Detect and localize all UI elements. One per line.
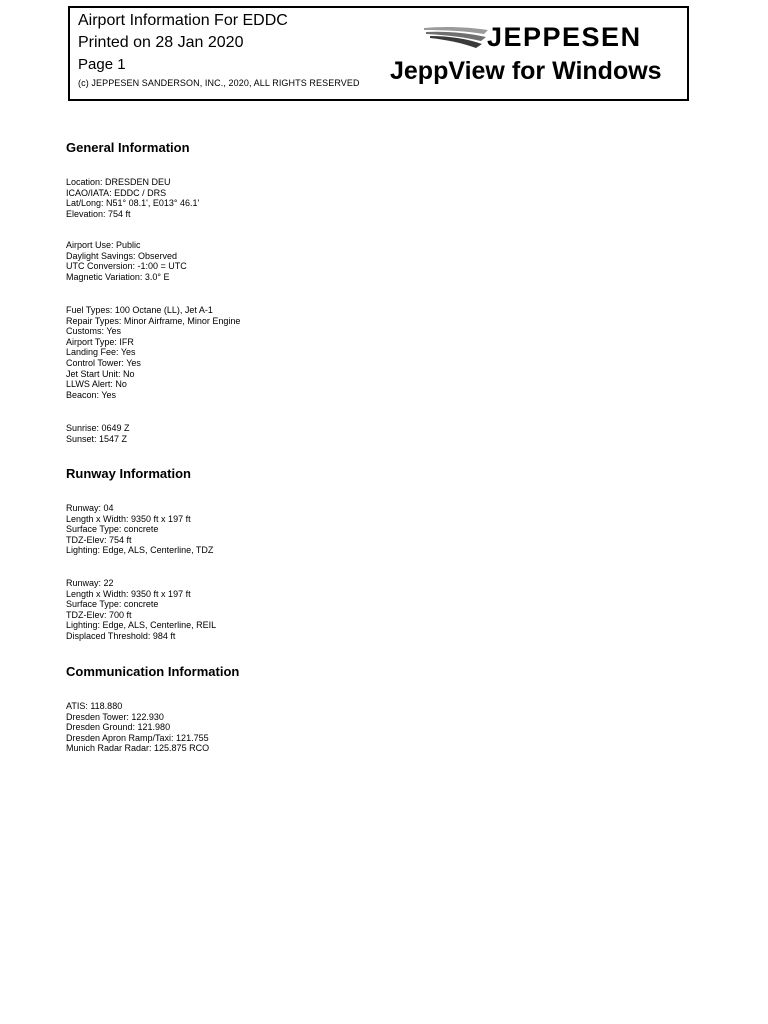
runway-04 bbox=[66, 503, 213, 556]
info-line: LLWS Alert: No bbox=[66, 379, 127, 390]
info-line: Runway: 22 bbox=[66, 578, 114, 588]
printed-date: Printed on 28 Jan 2020 bbox=[78, 34, 244, 51]
info-line: Sunrise: 0649 Z bbox=[66, 423, 130, 433]
page-number: Page 1 bbox=[78, 56, 126, 73]
logo-text: JEPPESEN bbox=[487, 22, 642, 52]
runway-22 bbox=[66, 578, 216, 642]
product-name: JeppView for Windows bbox=[390, 57, 662, 85]
general-group-sun bbox=[66, 423, 130, 444]
section-title-runway: Runway Information bbox=[66, 466, 191, 481]
report-header bbox=[68, 6, 689, 101]
jeppesen-logo bbox=[424, 24, 676, 52]
info-line: Displaced Threshold: 984 ft bbox=[66, 630, 176, 641]
info-line: Repair Types: Minor Airframe, Minor Engine bbox=[66, 315, 241, 326]
info-line: ATIS: 118.880 bbox=[66, 701, 123, 711]
info-line: Elevation: 754 ft bbox=[66, 208, 131, 219]
communication-list bbox=[66, 701, 209, 754]
info-line: ICAO/IATA: EDDC / DRS bbox=[66, 187, 167, 198]
info-line: Surface Type: concrete bbox=[66, 524, 159, 535]
info-line: Fuel Types: 100 Octane (LL), Jet A-1 bbox=[66, 305, 213, 315]
info-line: UTC Conversion: -1:00 = UTC bbox=[66, 261, 187, 272]
info-line: Length x Width: 9350 ft x 197 ft bbox=[66, 513, 191, 524]
section-title-general: General Information bbox=[66, 140, 190, 155]
info-line: Length x Width: 9350 ft x 197 ft bbox=[66, 588, 191, 599]
general-group-usage bbox=[66, 240, 187, 282]
info-line: Landing Fee: Yes bbox=[66, 347, 136, 358]
info-line: Customs: Yes bbox=[66, 326, 122, 337]
report-title: Airport Information For EDDC bbox=[78, 12, 288, 29]
info-line: Airport Use: Public bbox=[66, 240, 141, 250]
copyright-notice: (c) JEPPESEN SANDERSON, INC., 2020, ALL RIGHTS RESERVED bbox=[78, 78, 360, 88]
info-line: Dresden Ground: 121.980 bbox=[66, 722, 171, 733]
info-line: Lighting: Edge, ALS, Centerline, TDZ bbox=[66, 545, 214, 556]
info-line: Airport Type: IFR bbox=[66, 336, 134, 347]
info-line: Lighting: Edge, ALS, Centerline, REIL bbox=[66, 620, 217, 631]
general-group-location bbox=[66, 177, 199, 219]
info-line: Dresden Apron Ramp/Taxi: 121.755 bbox=[66, 732, 209, 743]
info-line: Control Tower: Yes bbox=[66, 357, 141, 368]
info-line: Munich Radar Radar: 125.875 RCO bbox=[66, 743, 210, 754]
info-line: Magnetic Variation: 3.0° E bbox=[66, 271, 170, 282]
info-line: Location: DRESDEN DEU bbox=[66, 177, 171, 187]
info-line: Runway: 04 bbox=[66, 503, 114, 513]
info-line: Jet Start Unit: No bbox=[66, 368, 135, 379]
info-line: Lat/Long: N51° 08.1', E013° 46.1' bbox=[66, 198, 200, 209]
info-line: TDZ-Elev: 700 ft bbox=[66, 609, 132, 620]
general-group-services bbox=[66, 305, 240, 400]
section-title-communication: Communication Information bbox=[66, 664, 240, 679]
info-line: Sunset: 1547 Z bbox=[66, 433, 128, 444]
swoosh-icon bbox=[424, 24, 488, 50]
info-line: Dresden Tower: 122.930 bbox=[66, 711, 164, 722]
info-line: Daylight Savings: Observed bbox=[66, 250, 178, 261]
info-line: Surface Type: concrete bbox=[66, 599, 159, 610]
info-line: TDZ-Elev: 754 ft bbox=[66, 534, 132, 545]
info-line: Beacon: Yes bbox=[66, 389, 117, 400]
